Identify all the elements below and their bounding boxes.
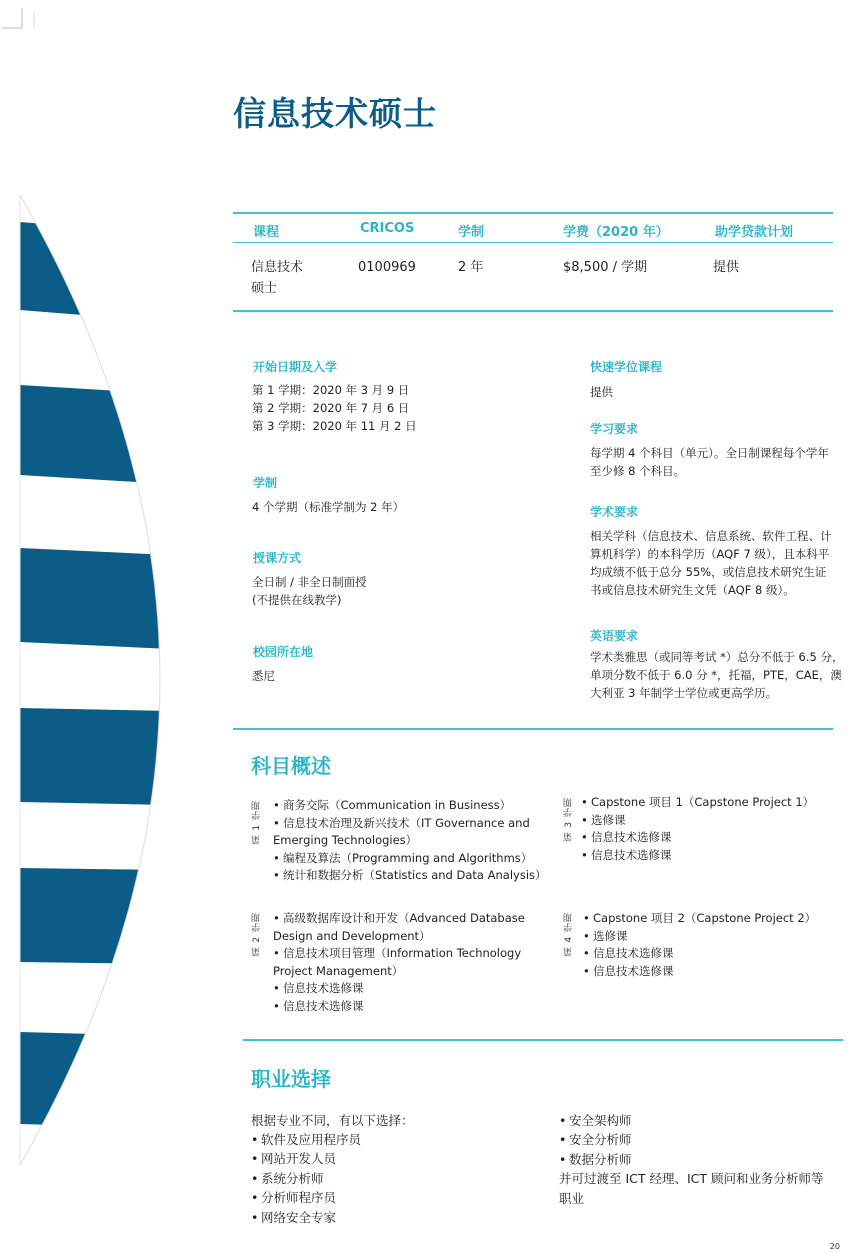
study-load-text [590, 444, 829, 480]
semester-4-label: 第 4 学期 [564, 912, 574, 957]
careers-list-left [251, 1130, 361, 1227]
delivery-label: 授课方式 [253, 551, 302, 565]
page-title: 信息技术硕士 [233, 94, 437, 133]
english-line: 大利亚 3 年制学士学位或更高学历。 [590, 686, 778, 700]
duration-text: 4 个学期（标准学制为 2 年） [252, 500, 405, 514]
campus-label: 校园所在地 [253, 645, 314, 659]
list-item: • 软件及应用程序员 [251, 1130, 361, 1149]
list-item-continuation: Emerging Technologies） [273, 833, 418, 848]
list-item: • 编程及算法（Programming and Algorithms） [273, 850, 547, 868]
subjects-heading: 科目概述 [251, 754, 331, 778]
semester-1-list [273, 797, 547, 885]
intake-line: 第 2 学期：2020 年 7 月 6 日 [252, 401, 410, 415]
subjects-top-rule [233, 728, 833, 730]
list-item: • 信息技术治理及新兴技术（IT Governance and [273, 815, 547, 833]
academic-line: 相关学科（信息技术、信息系统、软件工程、计 [590, 529, 832, 543]
list-item-continuation: Design and Development） [273, 928, 431, 943]
careers-note: 职业 [559, 1190, 585, 1206]
list-item: • 信息技术选修课 [581, 829, 814, 847]
english-label: 英语要求 [590, 629, 639, 643]
careers-heading: 职业选择 [251, 1067, 331, 1091]
list-item: • Capstone 项目 2（Capstone Project 2） [583, 910, 816, 928]
intake-label: 开始日期及入学 [253, 360, 338, 374]
page-number: 20 [829, 1242, 840, 1251]
semester-2-label: 第 2 学期 [252, 912, 262, 957]
study-load-line: 至少修 8 个科目。 [590, 464, 686, 478]
study-load-line: 每学期 4 个科目（单元）。全日制课程每个学年 [590, 446, 829, 460]
list-item: • 安全架构师 [559, 1111, 824, 1130]
list-item: • 网络安全专家 [251, 1208, 361, 1227]
table-top-rule [233, 212, 833, 214]
semester-3-list [581, 794, 814, 864]
list-item-continuation: Project Management） [273, 963, 404, 978]
list-item: • 高级数据库设计和开发（Advanced Database [273, 910, 525, 928]
header-duration: 学制 [458, 225, 485, 240]
semester-1-label: 第 1 学期 [252, 800, 262, 845]
list-item: • 选修课 [583, 928, 816, 946]
careers-list-right [559, 1111, 824, 1208]
list-item: • 信息技术项目管理（Information Technology [273, 945, 525, 963]
list-item: • 信息技术选修课 [583, 945, 816, 963]
academic-text [590, 527, 832, 599]
intake-dates [252, 381, 417, 435]
list-item: • 系统分析师 [251, 1169, 361, 1188]
list-item: • 商务交际（Communication in Business） [273, 797, 547, 815]
semester-2-list [273, 910, 525, 1016]
academic-line: 书或信息技术研究生文凭（AQF 8 级）。 [590, 583, 795, 597]
header-cricos: CRICOS [360, 221, 415, 236]
list-item: • 数据分析师 [559, 1150, 824, 1169]
cell-cricos: 0100969 [358, 260, 416, 275]
course-line: 硕士 [251, 281, 278, 296]
campus-text: 悉尼 [252, 669, 275, 683]
list-item: • 信息技术选修课 [273, 980, 525, 998]
intake-line: 第 1 学期：2020 年 3 月 9 日 [252, 383, 410, 397]
list-item: • 信息技术选修课 [581, 847, 814, 865]
course-line: 信息技术 [251, 260, 304, 275]
careers-intro: 根据专业不同，有以下选择： [251, 1113, 414, 1128]
delivery-line: 全日制 / 非全日制面授 [252, 575, 367, 589]
semester-3-label: 第 3 学期 [564, 797, 574, 842]
english-line: 单项分数不低于 6.0 分 *，托福，PTE，CAE，澳 [590, 668, 842, 682]
list-item: • 信息技术选修课 [583, 963, 816, 981]
intake-line: 第 3 学期：2020 年 11 月 2 日 [252, 419, 417, 433]
duration-label: 学制 [253, 476, 278, 490]
header-fee: 学费（2020 年） [563, 225, 669, 240]
fast-track-text: 提供 [590, 385, 613, 399]
fast-track-label: 快速学位课程 [590, 360, 663, 374]
academic-line: 算机科学）的本科学历（AQF 7 级），且本科平 [590, 547, 830, 561]
list-item: • Capstone 项目 1（Capstone Project 1） [581, 794, 814, 812]
list-item: • 统计和数据分析（Statistics and Data Analysis） [273, 867, 547, 885]
cell-duration: 2 年 [458, 260, 484, 275]
table-bottom-rule [233, 310, 833, 312]
list-item: • 网站开发人员 [251, 1149, 361, 1168]
study-load-label: 学习要求 [590, 422, 639, 436]
careers-note: 并可过渡至 ICT 经理、ICT 顾问和业务分析师等 [559, 1171, 824, 1187]
header-loan: 助学贷款计划 [715, 225, 794, 240]
academic-line: 均成绩不低于总分 55%，或信息技术研究生证 [590, 565, 827, 579]
english-line: 学术类雅思（或同等考试 *）总分不低于 6.5 分， [590, 650, 844, 664]
delivery-line: (不提供在线教学) [252, 593, 342, 607]
list-item: • 分析师程序员 [251, 1188, 361, 1207]
cell-course [251, 257, 303, 299]
header-course: 课程 [253, 225, 280, 240]
cell-loan: 提供 [713, 260, 740, 275]
english-text [590, 648, 844, 702]
table-header-rule [233, 242, 833, 243]
list-item: • 信息技术选修课 [273, 998, 525, 1016]
list-item: • 选修课 [581, 812, 814, 830]
list-item: • 安全分析师 [559, 1130, 824, 1149]
academic-label: 学术要求 [590, 505, 639, 519]
cell-fee: $8,500 / 学期 [563, 260, 648, 275]
careers-top-rule [243, 1039, 843, 1041]
delivery-text [252, 573, 367, 609]
semester-4-list [583, 910, 816, 980]
